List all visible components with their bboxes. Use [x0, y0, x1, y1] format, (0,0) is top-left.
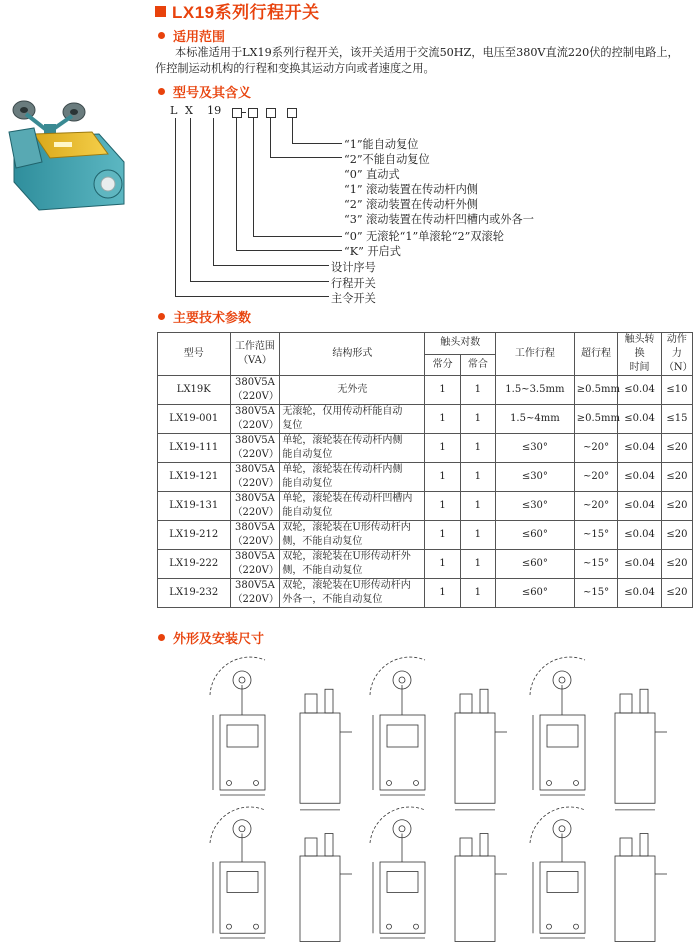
- cell-va: [230, 463, 280, 492]
- cell-struct: [280, 521, 425, 550]
- side-body: [455, 856, 495, 942]
- table-row: [158, 492, 693, 521]
- side-head: [620, 694, 632, 713]
- cell-time: ≤0.04: [618, 492, 662, 521]
- table-row: [158, 434, 693, 463]
- side-body: [455, 713, 495, 803]
- side-head: [620, 838, 632, 856]
- cell-va-line: 380V5A: [234, 580, 275, 591]
- side-body: [615, 856, 655, 942]
- scope-line-2: 作控制运动机构的行程和变换其运动方向或者速度之用。: [155, 62, 435, 75]
- cell-va: [230, 579, 280, 608]
- scope-line-1: 本标准适用于LX19系列行程开关，该开关适用于交流50HZ，电压至380V直流220伏的控制电路上，: [175, 46, 679, 59]
- side-lever: [480, 689, 488, 713]
- cell-va-line: （220V）: [232, 391, 279, 402]
- cell-over: ≥0.5mm: [574, 376, 618, 405]
- side-body: [615, 713, 655, 803]
- code-number-19: 19: [207, 104, 222, 117]
- section-model-label: 型号及其含义: [173, 85, 252, 100]
- meaning-open-type: “K” 开启式: [344, 245, 401, 258]
- cell-nc: 1: [460, 550, 495, 579]
- section-scope-label: 适用范围: [173, 29, 226, 44]
- side-lever: [325, 689, 333, 713]
- th-time-line2: 时间: [629, 362, 650, 373]
- code-box-1: [232, 108, 242, 118]
- cell-travel: ≤60°: [495, 521, 574, 550]
- section-params: [158, 307, 251, 326]
- cell-va: [230, 376, 280, 405]
- section-scope: [158, 26, 225, 45]
- section-model: [158, 82, 251, 101]
- cell-over: ~15°: [574, 550, 618, 579]
- cell-time: ≤0.04: [618, 550, 662, 579]
- cell-no: 1: [425, 376, 460, 405]
- th-range-line1: 工作范围: [234, 341, 275, 352]
- cell-travel: ≤30°: [495, 434, 574, 463]
- cell-struct-line: 双轮，滚轮装在U形传动杆外: [282, 551, 411, 562]
- front-arc: [210, 807, 265, 843]
- front-hole: [547, 781, 552, 786]
- cell-struct-line: 单轮，滚轮装在传动杆内侧: [282, 435, 403, 446]
- front-hole: [387, 781, 392, 786]
- cell-time: ≤0.04: [618, 521, 662, 550]
- front-roller-hub: [399, 826, 405, 832]
- cell-va-line: （220V）: [232, 507, 279, 518]
- cell-struct-line: 能自动复位: [282, 507, 333, 518]
- meaning-auto-reset: “1”能自动复位: [344, 138, 419, 151]
- cell-time: ≤0.04: [618, 463, 662, 492]
- front-hole: [547, 924, 552, 929]
- cell-nc: 1: [460, 434, 495, 463]
- side-lever: [325, 834, 333, 857]
- cell-force: ≤10: [661, 376, 692, 405]
- cell-force: ≤20: [661, 463, 692, 492]
- meaning-no-reset: “2”不能自动复位: [344, 153, 430, 166]
- side-head: [305, 694, 317, 713]
- bullet-icon: [158, 88, 165, 95]
- cell-force: ≤20: [661, 550, 692, 579]
- table-header-row: [158, 333, 693, 355]
- th-force-line2: （N）: [663, 362, 693, 373]
- cell-va-line: 380V5A: [234, 406, 275, 417]
- cell-no: 1: [425, 405, 460, 434]
- cell-struct: [280, 376, 425, 405]
- cell-travel: ≤30°: [495, 463, 574, 492]
- front-plate: [547, 872, 578, 893]
- cell-travel: 1.5~4mm: [495, 405, 574, 434]
- cell-model: LX19-111: [158, 434, 231, 463]
- code-letter-l: L: [170, 104, 178, 117]
- cell-struct-line: 侧，不能自动复位: [282, 536, 363, 547]
- table-row: [158, 521, 693, 550]
- meaning-design-serial: 设计序号: [331, 261, 376, 274]
- front-hole: [387, 924, 392, 929]
- side-lever: [640, 834, 648, 857]
- cell-struct-line: 单轮，滚轮装在传动杆内侧: [282, 464, 403, 475]
- bullet-icon: [158, 313, 165, 320]
- th-range: [230, 333, 280, 376]
- front-hole: [254, 924, 259, 929]
- front-roller-hub: [559, 677, 565, 683]
- cell-travel: ≤60°: [495, 550, 574, 579]
- front-hole: [414, 781, 419, 786]
- front-arc: [530, 807, 585, 843]
- code-dash: [242, 112, 246, 113]
- front-arc: [530, 657, 585, 695]
- cell-no: 1: [425, 434, 460, 463]
- cell-nc: 1: [460, 463, 495, 492]
- cell-va-line: （220V）: [232, 420, 279, 431]
- meaning-master-switch: 主令开关: [331, 292, 376, 305]
- front-plate: [547, 725, 578, 747]
- cell-no: 1: [425, 579, 460, 608]
- cell-force: ≤20: [661, 579, 692, 608]
- th-struct: 结构形式: [280, 333, 425, 376]
- meaning-roller-outside: “2” 滚动装置在传动杆外侧: [344, 198, 478, 211]
- cell-va-line: 380V5A: [234, 377, 275, 388]
- th-contacts: 触头对数: [425, 333, 496, 355]
- cell-struct-line: 复位: [282, 420, 303, 431]
- table-row: [158, 376, 693, 405]
- title-square-icon: [155, 6, 166, 17]
- cell-struct-line: 能自动复位: [282, 478, 333, 489]
- cell-travel: ≤60°: [495, 579, 574, 608]
- cell-nc: 1: [460, 521, 495, 550]
- side-body: [300, 713, 340, 803]
- section-dims-label: 外形及安装尺寸: [173, 631, 265, 646]
- cell-va-line: 380V5A: [234, 464, 275, 475]
- cell-force: ≤15: [661, 405, 692, 434]
- cell-nc: 1: [460, 492, 495, 521]
- cell-nc: 1: [460, 376, 495, 405]
- cell-force: ≤20: [661, 492, 692, 521]
- cell-model: LX19-131: [158, 492, 231, 521]
- cell-struct: [280, 405, 425, 434]
- cell-time: ≤0.04: [618, 376, 662, 405]
- front-hole: [254, 781, 259, 786]
- th-range-line2: （VA）: [238, 355, 272, 366]
- meaning-roller-groove: “3” 滚动装置在传动杆凹槽内或外各一: [344, 213, 534, 226]
- th-travel: 工作行程: [495, 333, 574, 376]
- cell-travel: ≤30°: [495, 492, 574, 521]
- cell-struct: [280, 434, 425, 463]
- code-letter-x: X: [185, 104, 193, 117]
- cell-struct-line: 无外壳: [337, 384, 368, 395]
- cell-force: ≤20: [661, 521, 692, 550]
- th-time-line1: 触头转换: [624, 334, 655, 359]
- side-head: [460, 838, 472, 856]
- cell-struct: [280, 492, 425, 521]
- code-box-4: [287, 108, 297, 118]
- table-row: [158, 579, 693, 608]
- cell-time: ≤0.04: [618, 434, 662, 463]
- cell-struct-line: 单轮，滚轮装在传动杆凹槽内: [282, 493, 413, 504]
- bullet-icon: [158, 634, 165, 641]
- cell-time: ≤0.04: [618, 405, 662, 434]
- table-row: [158, 550, 693, 579]
- cell-va-line: （220V）: [232, 536, 279, 547]
- side-lever: [640, 689, 648, 713]
- cell-va: [230, 550, 280, 579]
- front-hole: [574, 924, 579, 929]
- cell-va-line: 380V5A: [234, 435, 275, 446]
- front-plate: [227, 725, 258, 747]
- side-lever: [480, 834, 488, 857]
- th-time: [618, 333, 662, 376]
- code-box-3: [266, 108, 276, 118]
- front-arc: [370, 657, 425, 695]
- cell-va: [230, 492, 280, 521]
- title-text: LX19系列行程开关: [172, 3, 320, 22]
- th-no: 常分: [425, 354, 460, 376]
- cell-no: 1: [425, 463, 460, 492]
- cell-no: 1: [425, 492, 460, 521]
- cell-struct: [280, 550, 425, 579]
- table-row: [158, 463, 693, 492]
- cell-force: ≤20: [661, 434, 692, 463]
- meaning-travel-switch: 行程开关: [331, 277, 376, 290]
- cell-struct-line: 双轮，滚轮装在U形传动杆内: [282, 522, 411, 533]
- front-roller-hub: [399, 677, 405, 683]
- spec-table: [157, 332, 693, 608]
- th-force-line1: 动作力: [666, 334, 687, 359]
- section-dims: [158, 628, 264, 647]
- cell-over: ~15°: [574, 521, 618, 550]
- meaning-wheel-count: “0” 无滚轮“1”单滚轮“2”双滚轮: [344, 230, 504, 243]
- code-box-2: [248, 108, 258, 118]
- cell-va-line: 380V5A: [234, 493, 275, 504]
- cell-model: LX19-232: [158, 579, 231, 608]
- cell-va-line: 380V5A: [234, 522, 275, 533]
- cell-struct: [280, 463, 425, 492]
- cell-time: ≤0.04: [618, 579, 662, 608]
- front-roller-hub: [239, 826, 245, 832]
- cell-struct-line: 能自动复位: [282, 449, 333, 460]
- cell-va-line: （220V）: [232, 478, 279, 489]
- cell-model: LX19-222: [158, 550, 231, 579]
- cell-struct-line: 外各一，不能自动复位: [282, 594, 383, 605]
- front-plate: [387, 872, 418, 893]
- front-hole: [227, 924, 232, 929]
- cell-model: LX19-121: [158, 463, 231, 492]
- cell-va: [230, 521, 280, 550]
- side-body: [300, 856, 340, 942]
- cell-model: LX19K: [158, 376, 231, 405]
- cell-nc: 1: [460, 405, 495, 434]
- front-hole: [414, 924, 419, 929]
- th-over: 超行程: [574, 333, 618, 376]
- cell-travel: 1.5~3.5mm: [495, 376, 574, 405]
- section-params-label: 主要技术参数: [173, 310, 252, 325]
- cell-struct-line: 侧，不能自动复位: [282, 565, 363, 576]
- front-hole: [574, 781, 579, 786]
- scope-paragraph: [155, 45, 695, 77]
- cell-struct: [280, 579, 425, 608]
- cell-over: ~20°: [574, 492, 618, 521]
- cell-va-line: （220V）: [232, 594, 279, 605]
- product-photo: [4, 92, 140, 222]
- cell-model: LX19-212: [158, 521, 231, 550]
- th-model: 型号: [158, 333, 231, 376]
- th-force: [661, 333, 692, 376]
- front-roller-hub: [239, 677, 245, 683]
- cell-va: [230, 405, 280, 434]
- dimension-drawings: [200, 655, 700, 945]
- front-arc: [370, 807, 425, 843]
- cell-struct-line: 双轮，滚轮装在U形传动杆内: [282, 580, 411, 591]
- cell-va: [230, 434, 280, 463]
- table-row: [158, 405, 693, 434]
- front-roller-hub: [559, 826, 565, 832]
- cell-no: 1: [425, 521, 460, 550]
- cell-struct-line: 无滚轮，仅用传动杆能自动: [282, 406, 403, 417]
- th-nc: 常合: [460, 354, 495, 376]
- bullet-icon: [158, 32, 165, 39]
- front-plate: [387, 725, 418, 747]
- cell-over: ≥0.5mm: [574, 405, 618, 434]
- front-plate: [227, 872, 258, 893]
- cell-over: ~20°: [574, 434, 618, 463]
- page-title: [155, 0, 320, 23]
- side-head: [460, 694, 472, 713]
- side-head: [305, 838, 317, 856]
- cell-va-line: 380V5A: [234, 551, 275, 562]
- meaning-direct: “0” 直动式: [344, 168, 400, 181]
- cell-over: ~15°: [574, 579, 618, 608]
- cell-va-line: （220V）: [232, 449, 279, 460]
- cell-va-line: （220V）: [232, 565, 279, 576]
- front-hole: [227, 781, 232, 786]
- meaning-roller-inside: “1” 滚动装置在传动杆内侧: [344, 183, 478, 196]
- cell-model: LX19-001: [158, 405, 231, 434]
- cell-over: ~20°: [574, 463, 618, 492]
- front-arc: [210, 657, 265, 695]
- cell-no: 1: [425, 550, 460, 579]
- cell-nc: 1: [460, 579, 495, 608]
